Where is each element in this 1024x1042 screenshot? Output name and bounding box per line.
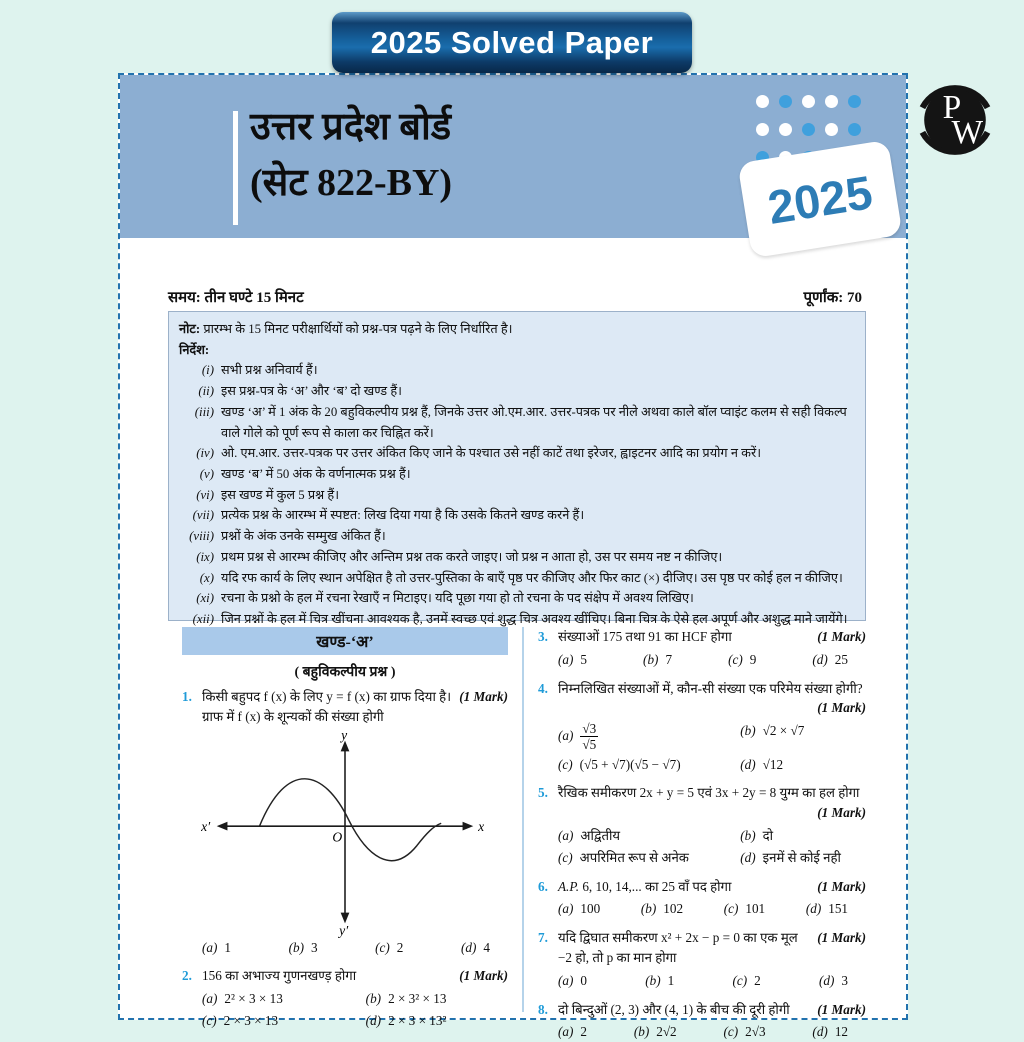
options-grid (202, 989, 508, 1031)
option-b: (b) 3 (289, 938, 318, 958)
section-a-header: खण्ड-‘अ’ (182, 627, 508, 655)
question-number: 1. (182, 687, 202, 727)
question-7 (538, 928, 866, 990)
option-a: (a) 2² × 3 × 13 (202, 989, 366, 1009)
option-a: (a) $\frac{√3}{√5}$ (558, 721, 740, 752)
instruction-num: (ix) (179, 547, 221, 568)
option-d: (d) √12 (740, 755, 866, 775)
instruction-item (179, 381, 851, 402)
dot (802, 123, 815, 136)
question-text: (1 Mark) किसी बहुपद f (x) के लिए y = f (x) का ग्राफ दिया है। ग्राफ में f (x) के शून्यकों की संख्या होगी (202, 687, 508, 727)
instruction-num: (vi) (179, 485, 221, 506)
option-c: (c) अपरिमित रूप से अनेक (558, 848, 740, 868)
option-b: (b) 1 (645, 971, 674, 991)
question-text: (1 Mark) A.P. 6, 10, 14,... का 25 वाँ पद होगा (558, 877, 866, 897)
option-c: (c) (√5 + √7)(√5 − √7) (558, 755, 740, 775)
dot (756, 123, 769, 136)
option-a: (a) 1 (202, 938, 231, 958)
solved-paper-banner (332, 12, 692, 73)
dot (779, 123, 792, 136)
dot (825, 123, 838, 136)
board-title-line1: उत्तर प्रदेश बोर्ड (250, 99, 452, 155)
logo-letter-p: P (943, 89, 962, 126)
option-a: (a) 0 (558, 971, 587, 991)
question-text: (1 Mark) संख्याओं 175 तथा 91 का HCF होगा (558, 627, 866, 647)
mark-label: (1 Mark) (817, 928, 866, 948)
option-d: (d) 151 (806, 899, 848, 919)
board-title (250, 99, 452, 211)
option-c: (c) 2 (375, 938, 403, 958)
mark-label: (1 Mark) (558, 698, 866, 718)
instruction-item (179, 443, 851, 464)
instruction-text: खण्ड ‘ब’ में 50 अंक के वर्णनात्मक प्रश्न हैं। (221, 464, 851, 485)
question-5 (538, 783, 866, 867)
year-badge: 2025 (764, 164, 876, 235)
instruction-num: (v) (179, 464, 221, 485)
dot (825, 95, 838, 108)
option-b: (b) 7 (643, 650, 672, 670)
pw-logo (911, 76, 999, 164)
option-a: (a) 5 (558, 650, 587, 670)
instruction-text: प्रश्नों के अंक उनके सम्मुख अंकित हैं। (221, 526, 851, 547)
dot (756, 95, 769, 108)
options-row (558, 1022, 848, 1042)
question-number: 7. (538, 928, 558, 968)
question-text: (1 Mark) यदि द्विघात समीकरण x² + 2x − p = 0 का एक मूल −2 हो, तो p का मान होगा (558, 928, 866, 968)
question-2 (182, 966, 508, 1030)
polynomial-graph (182, 729, 508, 935)
dot (848, 123, 861, 136)
instruction-item (179, 568, 851, 589)
instruction-text: सभी प्रश्न अनिवार्य हैं। (221, 360, 851, 381)
instruction-item (179, 505, 851, 526)
option-d: (d) 3 (819, 971, 848, 991)
question-number: 6. (538, 877, 558, 897)
instruction-text: प्रत्येक प्रश्न के आरम्भ में स्पष्टत: लिख दिया गया है कि उसके कितने खण्ड करने हैं। (221, 505, 851, 526)
option-b: (b) √2 × √7 (740, 721, 866, 752)
question-3 (538, 627, 866, 670)
exam-info-row (168, 287, 862, 307)
question-8 (538, 1000, 866, 1042)
instruction-item (179, 402, 851, 443)
question-4 (538, 679, 866, 775)
instruction-item (179, 526, 851, 547)
options-row (558, 899, 848, 919)
logo-letter-w: W (951, 114, 983, 151)
question-number: 4. (538, 679, 558, 719)
graph-figure (197, 729, 493, 935)
option-b: (b) दो (740, 826, 866, 846)
option-a: (a) अद्वितीय (558, 826, 740, 846)
instruction-text: प्रथम प्रश्न से आरम्भ कीजिए और अन्तिम प्रश्न तक करते जाइए। जो प्रश्न न आता हो, उस पर समय नष्ट न कीजिए। (221, 547, 851, 568)
dot (802, 95, 815, 108)
exam-time: समय: तीन घण्टे 15 मिनट (168, 287, 304, 307)
option-a: (a) 2 (558, 1022, 587, 1042)
instruction-item (179, 588, 851, 609)
instruction-num: (xii) (179, 609, 221, 630)
left-column (182, 627, 522, 1012)
right-column (524, 627, 866, 1012)
question-number: 8. (538, 1000, 558, 1020)
mark-label: (1 Mark) (459, 687, 508, 707)
dot (779, 95, 792, 108)
instruction-item (179, 464, 851, 485)
option-d: (d) 25 (812, 650, 848, 670)
option-d: (d) 4 (461, 938, 490, 958)
pw-logo-icon (911, 76, 999, 164)
option-b: (b) 102 (641, 899, 683, 919)
question-number: 3. (538, 627, 558, 647)
mark-label: (1 Mark) (459, 966, 508, 986)
option-a: (a) 100 (558, 899, 600, 919)
mark-label: (1 Mark) (817, 627, 866, 647)
header-band (120, 75, 906, 238)
options-row (558, 650, 848, 670)
question-1 (182, 687, 508, 957)
instruction-item (179, 547, 851, 568)
instruction-text: रचना के प्रश्नो के हल में रचना रेखाएँ न मिटाइए। यदि पूछा गया हो तो रचना के पद संक्षेप में अवश्य लिखिए। (221, 588, 851, 609)
mark-label: (1 Mark) (817, 1000, 866, 1020)
option-b: (b) 2 × 3² × 13 (366, 989, 508, 1009)
option-c: (c) 9 (728, 650, 756, 670)
instruction-item (179, 360, 851, 381)
title-accent-bar (233, 111, 238, 225)
question-columns (182, 627, 866, 1012)
option-c: (c) 101 (724, 899, 765, 919)
instruction-text: जिन प्रश्नों के हल में चित्र खींचना आवश्यक है, उनमें स्वच्छ एवं शुद्ध चित्र अवश्य खींचिए। बिना चित्र के ऐसे हल अपूर्ण और अशुद्ध माने जायेंगे। (221, 609, 851, 630)
note-text: प्रारम्भ के 15 मिनट परीक्षार्थियों को प्रश्न-पत्र पढ़ने के लिए निर्धारित है। (200, 322, 512, 336)
note-label: नोट: (179, 322, 200, 336)
instruction-text: ओ. एम.आर. उत्तर-पत्रक पर उत्तर अंकित किए जाने के पश्चात उसे नहीं काटें तथा इरेजर, ह्वाइटनर आदि का प्रयोग न करें। (221, 443, 851, 464)
option-d: (d) 2 × 3 × 13² (366, 1011, 508, 1031)
instruction-text: इस खण्ड में कुल 5 प्रश्न हैं। (221, 485, 851, 506)
directions-label: निर्देश: (179, 340, 851, 361)
label-origin: O (332, 829, 342, 844)
question-text: (1 Mark) 156 का अभाज्य गुणनखण्ड़ होगा (202, 966, 508, 986)
label-x-prime: x′ (200, 819, 211, 834)
options-grid (558, 721, 866, 774)
instruction-item (179, 485, 851, 506)
instruction-num: (x) (179, 568, 221, 589)
mark-label: (1 Mark) (558, 803, 866, 823)
option-b: (b) 2√2 (634, 1022, 677, 1042)
label-x: x (477, 819, 484, 834)
options-grid (558, 826, 866, 868)
instruction-text: खण्ड ‘अ’ में 1 अंक के 20 बहुविकल्पीय प्रश्न हैं, जिनके उत्तर ओ.एम.आर. उत्तर-पत्रक पर नीले अथवा काले बॉल प्वाइंट कलम से सही विकल्प वाले गोले को पूर्ण रूप से काला कर चिह्नित करें। (221, 402, 851, 443)
option-c: (c) 2 × 3 × 13 (202, 1011, 366, 1031)
instruction-num: (iii) (179, 402, 221, 443)
question-text: (1 Mark) दो बिन्दुओं (2, 3) और (4, 1) के बीच की दूरी होगी (558, 1000, 866, 1020)
option-d: (d) इनमें से कोई नही (740, 848, 866, 868)
instructions-box (168, 311, 866, 621)
instruction-num: (i) (179, 360, 221, 381)
banner-title: 2025 Solved Paper (371, 25, 654, 61)
instruction-num: (vii) (179, 505, 221, 526)
option-c: (c) 2 (733, 971, 761, 991)
question-text: रैखिक समीकरण 2x + y = 5 एवं 3x + 2y = 8 युग्म का हल होगा (1 Mark) (558, 783, 866, 823)
section-a-subtitle: ( बहुविकल्पीय प्रश्न ) (182, 662, 508, 681)
dot (848, 95, 861, 108)
question-text: निम्नलिखित संख्याओं में, कौन-सी संख्या एक परिमेय संख्या होगी? (1 Mark) (558, 679, 866, 719)
instruction-num: (iv) (179, 443, 221, 464)
instruction-num: (xi) (179, 588, 221, 609)
exam-total-marks: पूर्णांक: 70 (803, 287, 862, 307)
label-y: y (339, 727, 348, 742)
instruction-text: इस प्रश्न-पत्र के ‘अ’ और ‘ब’ दो खण्ड हैं। (221, 381, 851, 402)
note-line (179, 319, 851, 340)
label-y-prime: y′ (337, 923, 349, 938)
options-row (558, 971, 848, 991)
option-c: (c) 2√3 (724, 1022, 766, 1042)
instruction-text: यदि रफ कार्य के लिए स्थान अपेक्षित है तो उत्तर-पुस्तिका के बाएँ पृष्ठ पर कीजिए और फिर काट (×) दीजिए। उस पृष्ठ पर कोई हल न कीजिए। (221, 568, 851, 589)
instruction-num: (viii) (179, 526, 221, 547)
question-6 (538, 877, 866, 920)
paper-page (118, 73, 908, 1020)
question-number: 5. (538, 783, 558, 823)
options-row (202, 938, 490, 958)
option-d: (d) 12 (812, 1022, 848, 1042)
instruction-num: (ii) (179, 381, 221, 402)
question-number: 2. (182, 966, 202, 986)
board-title-line2: (सेट 822-BY) (250, 155, 452, 211)
mark-label: (1 Mark) (817, 877, 866, 897)
